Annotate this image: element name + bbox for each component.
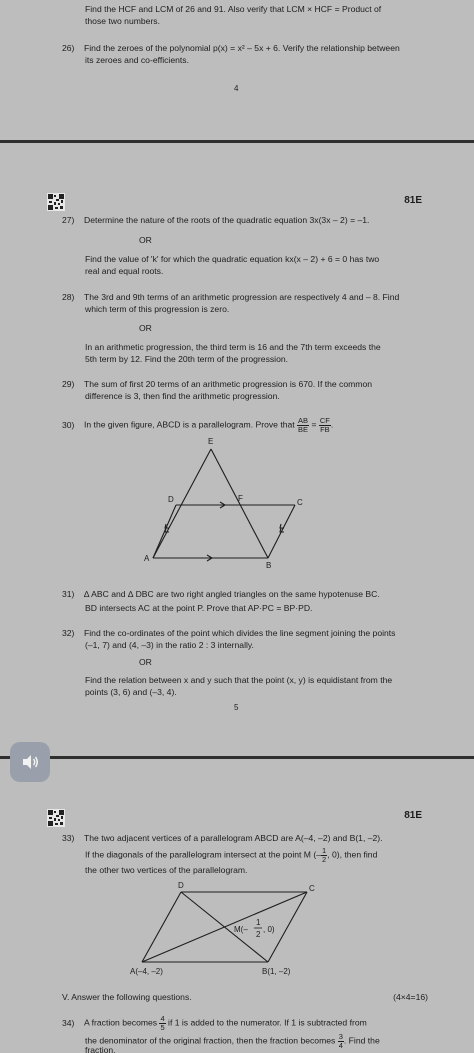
question-28 <box>62 292 412 304</box>
segment-ad <box>153 505 176 558</box>
question-26 <box>62 43 412 55</box>
q30-end: . <box>330 419 334 430</box>
q30-equals: = <box>311 419 317 430</box>
q28-alt-line1: In an arithmetic progression, the third term is 16 and the 7th term exceeds the <box>85 342 381 352</box>
label-c: C <box>309 884 315 893</box>
page-number-4: 4 <box>234 84 239 93</box>
frac-4b: 4 <box>338 1040 343 1050</box>
segment-eb <box>211 449 268 558</box>
q33-line3: the other two vertices of the parallelogram. <box>85 865 248 875</box>
question-31 <box>62 589 412 601</box>
q34-line2-end: . Find the <box>343 1035 380 1046</box>
q30-number: 30) <box>62 419 75 430</box>
question-33 <box>62 833 432 845</box>
frac-5: 5 <box>160 1022 165 1032</box>
q32-or: OR <box>139 657 152 667</box>
segment-ad <box>142 892 181 962</box>
qr-code-icon <box>47 193 65 211</box>
q27-alt-line1: Find the value of 'k' for which the quadratic equation kx(x – 2) + 6 = 0 has two <box>85 254 380 264</box>
q26-line2: its zeroes and co-efficients. <box>85 55 189 65</box>
paper-code: 81E <box>404 810 422 821</box>
q27-number: 27) <box>62 215 75 225</box>
q33-line1: The two adjacent vertices of a parallelogram ABCD are A(–4, –2) and B(1, –2). <box>84 833 383 843</box>
label-m-top: 1 <box>256 918 261 927</box>
label-b: B <box>266 561 272 570</box>
q28-alt-line2: 5th term by 12. Find the 20th term of the progression. <box>85 353 289 364</box>
label-d: D <box>178 881 184 890</box>
q25-tail <box>85 4 412 27</box>
q25-line1: Find the HCF and LCM of 26 and 91. Also verify that LCM × HCF = Product of <box>85 4 382 14</box>
label-m-prefix: M(– <box>234 925 248 934</box>
section-title: V. Answer the following questions. <box>62 992 192 1002</box>
q31-line1: ∆ ABC and ∆ DBC are two right angled triangles on the same hypotenuse BC. <box>84 589 380 599</box>
q33-line2 <box>85 847 425 864</box>
q28-or: OR <box>139 323 152 333</box>
label-a: A <box>144 554 150 563</box>
label-m-suffix: , 0) <box>263 925 275 934</box>
q33-line2-start: If the diagonals of the parallelogram intersect at the point M <box>85 849 311 860</box>
ratio-ab: AB <box>298 416 309 425</box>
question-32 <box>62 628 412 640</box>
q29-number: 29) <box>62 379 75 389</box>
q33-m-open: (– <box>313 849 322 860</box>
frac-4: 4 <box>160 1014 165 1023</box>
label-b: B(1, –2) <box>262 967 291 976</box>
q34-line2-start: the denominator of the original fraction, then the fraction becomes <box>85 1035 336 1046</box>
label-a: A(–4, –2) <box>130 967 163 976</box>
q31-line2: BD intersects AC at the point P. Prove that AP·PC = BP·PD. <box>85 603 313 613</box>
question-27 <box>62 215 412 227</box>
label-d: D <box>168 495 174 504</box>
q33-figure <box>128 879 328 979</box>
q26-line1: Find the zeroes of the polynomial p(x) = x² – 5x + 6. Verify the relationship between <box>84 43 400 53</box>
q32-alt-line2: points (3, 6) and (–3, 4). <box>85 686 177 697</box>
section-v-header <box>62 992 428 1004</box>
page-number-5: 5 <box>234 703 239 712</box>
ratio-fb: FB <box>320 424 330 434</box>
q33-line2-end: , then find <box>339 849 378 860</box>
question-29 <box>62 379 412 391</box>
qr-code-icon <box>47 809 65 827</box>
q33-m-frac-top: 1 <box>322 846 327 855</box>
q32-number: 32) <box>62 628 75 638</box>
q28-number: 28) <box>62 292 75 302</box>
q33-m-close: , 0) <box>327 849 340 860</box>
ratio-be: BE <box>298 424 309 434</box>
label-m-bottom: 2 <box>256 930 261 939</box>
page-bottom <box>0 759 474 1053</box>
diagonal-bd <box>181 892 268 962</box>
page-top <box>0 0 474 140</box>
q27-alt-line2: real and equal roots. <box>85 265 164 276</box>
q34-number: 34) <box>62 1017 75 1028</box>
question-34 <box>62 1015 428 1032</box>
q32-alternative <box>85 675 412 698</box>
q27-alternative <box>85 254 412 277</box>
q26-number: 26) <box>62 43 75 53</box>
q30-ratio-ab-be <box>297 417 309 434</box>
q34-line1-start: A fraction becomes <box>84 1017 158 1028</box>
q33-number: 33) <box>62 833 75 843</box>
frac-3: 3 <box>338 1032 343 1041</box>
q27-or: OR <box>139 235 152 245</box>
q30-figure <box>140 435 320 575</box>
q25-line2: those two numbers. <box>85 15 160 26</box>
q32-alt-line1: Find the relation between x and y such that the point (x, y) is equidistant from the <box>85 675 393 685</box>
q34-fraction-4-5 <box>159 1015 165 1032</box>
q28-line2: which term of this progression is zero. <box>85 304 230 314</box>
q28-alternative <box>85 342 412 365</box>
q29-line2: difference is 3, then find the arithmetic progression. <box>85 391 280 401</box>
label-c: C <box>297 498 303 507</box>
section-marks: (4×4=16) <box>393 992 428 1002</box>
ratio-cf: CF <box>319 416 330 425</box>
q34-line1-end: if 1 is added to the numerator. If 1 is subtracted from <box>168 1017 367 1028</box>
label-f: F <box>238 494 243 503</box>
q30-text: In the given figure, ABCD is a parallelogram. Prove that <box>84 419 295 430</box>
q32-line1: Find the co-ordinates of the point which divides the line segment joining the points <box>84 628 396 638</box>
q33-m-frac-bottom: 2 <box>322 854 327 864</box>
q34-line3: fraction. <box>85 1045 116 1053</box>
q27-text: Determine the nature of the roots of the quadratic equation 3x(3x – 2) = –1. <box>84 215 370 225</box>
q30-ratio-cf-fb <box>319 416 334 434</box>
segment-ae <box>153 449 211 558</box>
q29-line1: The sum of first 20 terms of an arithmetic progression is 670. If the common <box>84 379 373 389</box>
page-middle <box>0 143 474 756</box>
paper-code: 81E <box>404 195 422 206</box>
q32-line2: (–1, 7) and (4, –3) in the ratio 2 : 3 internally. <box>85 640 254 650</box>
label-e: E <box>208 437 214 446</box>
q31-number: 31) <box>62 589 75 599</box>
q28-line1: The 3rd and 9th terms of an arithmetic progression are respectively 4 and – 8. Find <box>84 292 400 302</box>
question-30 <box>62 417 432 434</box>
